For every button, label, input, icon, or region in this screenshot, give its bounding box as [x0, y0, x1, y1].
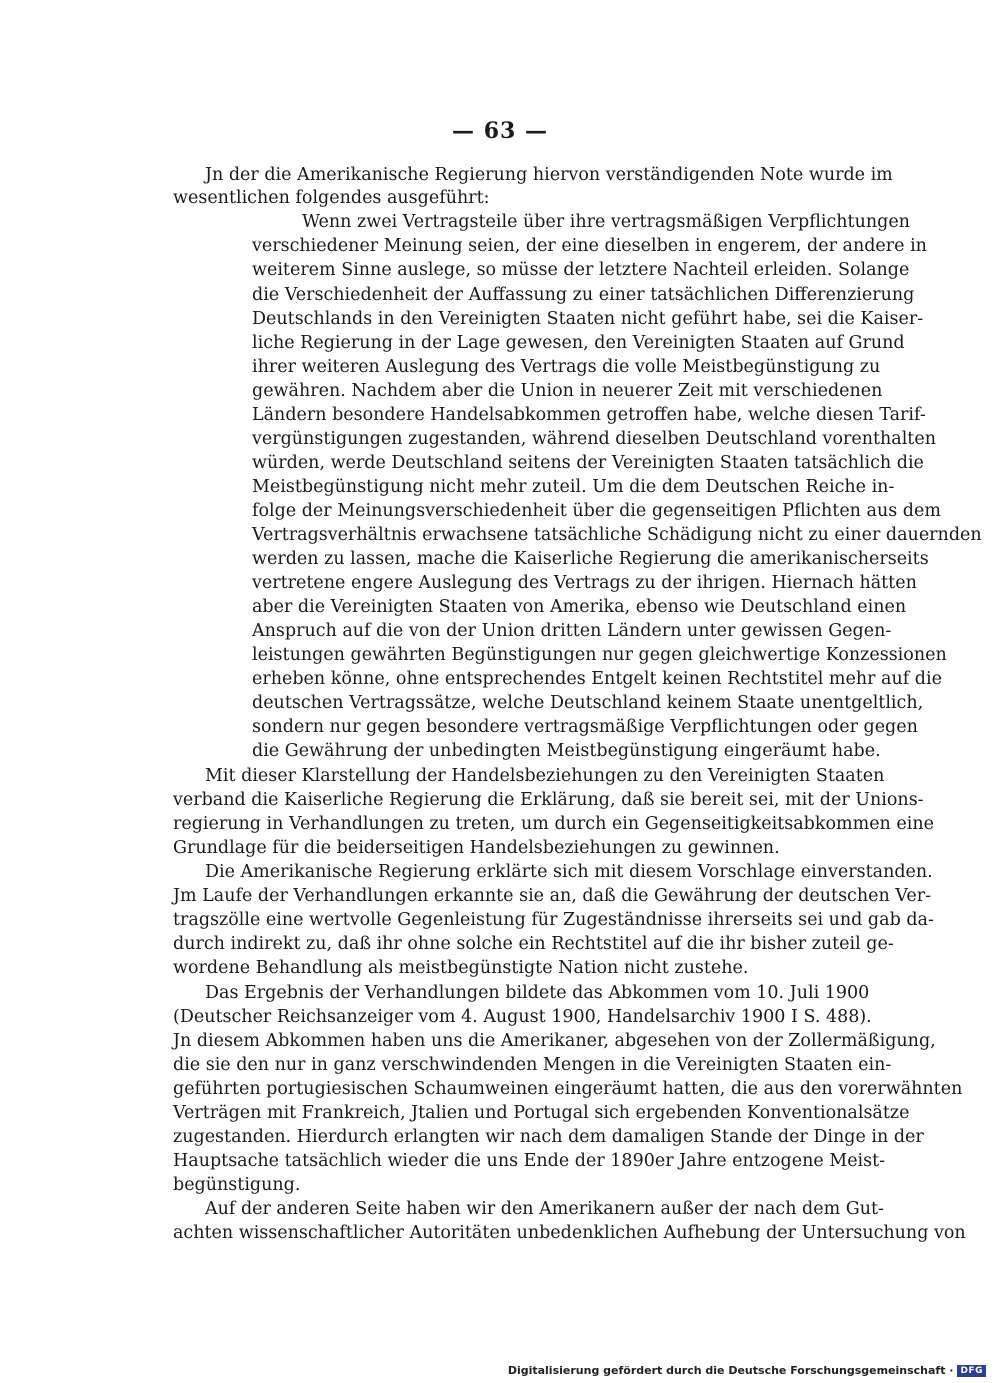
text-line: zugestanden. Hierdurch erlangten wir nach dem damaligen Stande der Dinge in der: [173, 1127, 924, 1147]
digitization-credit: [508, 1364, 986, 1377]
text-line: die Verschiedenheit der Auffassung zu einer tatsächlichen Differenzierung: [252, 285, 915, 305]
text-line: würden, werde Deutschland seitens der Vereinigten Staaten tatsächlich die: [252, 453, 924, 473]
text-line: regierung in Verhandlungen zu treten, um durch ein Gegenseitigkeitsabkommen eine: [173, 814, 934, 834]
text-line: Verträgen mit Frankreich, Jtalien und Portugal sich ergebenden Konventionalsätze: [173, 1103, 910, 1123]
text-line: die Gewährung der unbedingten Meistbegünstigung eingeräumt habe.: [252, 741, 881, 761]
text-line: erheben könne, ohne entsprechendes Entgelt keinen Rechtstitel mehr auf die: [252, 669, 942, 689]
text-line: Anspruch auf die von der Union dritten Ländern unter gewissen Gegen-: [252, 621, 892, 641]
text-line: Deutschlands in den Vereinigten Staaten nicht geführt habe, sei die Kaiser-: [252, 309, 924, 329]
text-line: werden zu lassen, mache die Kaiserliche Regierung die amerikanischerseits: [252, 549, 929, 569]
text-line: geführten portugiesischen Schaumweinen eingeräumt hatten, die aus den vorerwähnten: [173, 1079, 963, 1099]
text-line: Jn diesem Abkommen haben uns die Amerikaner, abgesehen von der Zollermäßigung,: [173, 1031, 936, 1051]
text-line: Vertragsverhältnis erwachsene tatsächliche Schädigung nicht zu einer dauernden: [252, 525, 982, 545]
text-line: Wenn zwei Vertragsteile über ihre vertragsmäßigen Verpflichtungen: [302, 212, 910, 232]
text-line: achten wissenschaftlicher Autoritäten unbedenklichen Aufhebung der Untersuchung von: [173, 1223, 966, 1243]
text-line: Hauptsache tatsächlich wieder die uns Ende der 1890er Jahre entzogene Meist-: [173, 1151, 886, 1171]
text-line: ihrer weiteren Auslegung des Vertrags die volle Meistbegünstigung zu: [252, 357, 881, 377]
text-line: (Deutscher Reichsanzeiger vom 4. August 1900, Handelsarchiv 1900 I S. 488).: [173, 1007, 872, 1027]
credit-text: Digitalisierung gefördert durch die Deutsche Forschungsgemeinschaft ·: [507, 1364, 954, 1377]
text-line: Jm Laufe der Verhandlungen erkannte sie an, daß die Gewährung der deutschen Ver-: [173, 886, 931, 906]
text-line: gewähren. Nachdem aber die Union in neuerer Zeit mit verschiedenen: [252, 381, 883, 401]
text-line: vergünstigungen zugestanden, während dieselben Deutschland vorenthalten: [252, 429, 936, 449]
text-line: Grundlage für die beiderseitigen Handelsbeziehungen zu gewinnen.: [173, 838, 780, 858]
text-line: deutschen Vertragssätze, welche Deutschland keinem Staate unentgeltlich,: [252, 693, 924, 713]
text-line: tragszölle eine wertvolle Gegenleistung für Zugeständnisse ihrerseits sei und gab da-: [173, 910, 934, 930]
text-line: begünstigung.: [173, 1175, 301, 1195]
text-line: Meistbegünstigung nicht mehr zuteil. Um die dem Deutschen Reiche in-: [252, 477, 895, 497]
text-line: weiterem Sinne auslege, so müsse der letztere Nachteil erleiden. Solange: [252, 260, 910, 280]
text-line: liche Regierung in der Lage gewesen, den Vereinigten Staaten auf Grund: [252, 333, 905, 353]
text-line: Auf der anderen Seite haben wir den Amerikanern außer der nach dem Gut-: [205, 1199, 884, 1219]
text-line: Ländern besondere Handelsabkommen getroffen habe, welche diesen Tarif-: [252, 405, 926, 425]
dfg-logo-icon: DFG: [957, 1365, 986, 1377]
text-line: durch indirekt zu, daß ihr ohne solche ein Rechtstitel auf die ihr bisher zuteil ge-: [173, 934, 894, 954]
text-line: verschiedener Meinung seien, der eine dieselben in engerem, der andere in: [252, 236, 927, 256]
text-line: verband die Kaiserliche Regierung die Erklärung, daß sie bereit sei, mit der Unions-: [173, 790, 924, 810]
text-line: Mit dieser Klarstellung der Handelsbeziehungen zu den Vereinigten Staaten: [205, 766, 885, 786]
text-line: wesentlichen folgendes ausgeführt:: [173, 188, 490, 208]
text-line: Jn der die Amerikanische Regierung hiervon verständigenden Note wurde im: [205, 165, 893, 185]
text-line: sondern nur gegen besondere vertragsmäßige Verpflichtungen oder gegen: [252, 717, 918, 737]
text-line: Das Ergebnis der Verhandlungen bildete das Abkommen vom 10. Juli 1900: [205, 983, 870, 1003]
text-line: wordene Behandlung als meistbegünstigte Nation nicht zustehe.: [173, 958, 749, 978]
text-line: leistungen gewährten Begünstigungen nur gegen gleichwertige Konzessionen: [252, 645, 947, 665]
page-number: — 63 —: [452, 118, 548, 144]
text-line: folge der Meinungsverschiedenheit über die gegenseitigen Pflichten aus dem: [252, 501, 941, 521]
text-line: Die Amerikanische Regierung erklärte sich mit diesem Vorschlage einverstanden.: [205, 862, 933, 882]
text-line: vertretene engere Auslegung des Vertrags zu der ihrigen. Hiernach hätten: [252, 573, 917, 593]
text-line: aber die Vereinigten Staaten von Amerika, ebenso wie Deutschland einen: [252, 597, 907, 617]
text-line: die sie den nur in ganz verschwindenden Mengen in die Vereinigten Staaten ein-: [173, 1055, 892, 1075]
